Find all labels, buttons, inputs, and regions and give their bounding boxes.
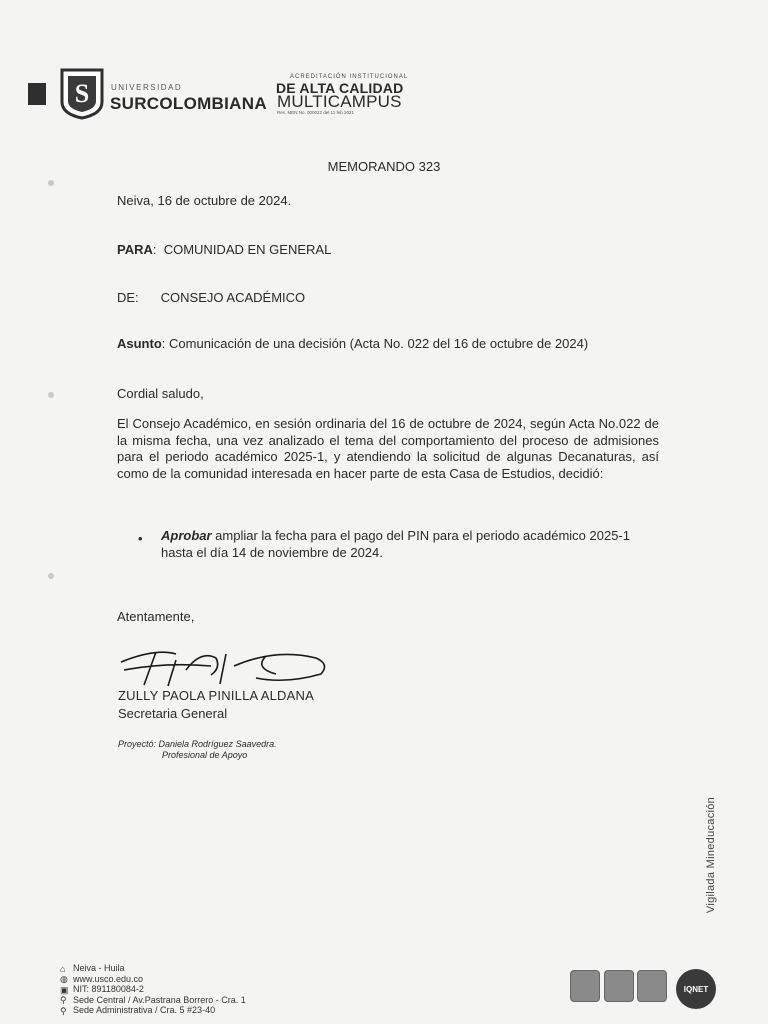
globe-icon: ◍ [60, 974, 68, 985]
footer-item: ▣ NIT: 891180084-2 [60, 984, 144, 995]
to-line: PARA: COMUNIDAD EN GENERAL [117, 242, 332, 257]
certification-seal-icon [637, 970, 667, 1002]
memo-date: Neiva, 16 de octubre de 2024. [117, 193, 292, 208]
vigilada-label [703, 790, 719, 920]
greeting: Cordial saludo, [117, 386, 204, 401]
accreditation-label-small: ACREDITACIÓN INSTITUCIONAL [290, 74, 409, 80]
certification-seal-icon [570, 970, 600, 1002]
from-value: CONSEJO ACADÉMICO [160, 290, 306, 305]
from-label: DE: [117, 290, 139, 305]
footer-item: ⚲ Sede Administrativa / Cra. 5 #23-40 [60, 1005, 216, 1016]
bullet-text: ampliar la fecha para el pago del PIN para el periodo académico 2025-1 hasta el día 14 de noviembre de 2024. [161, 528, 630, 560]
margin-dot [48, 573, 54, 579]
home-icon: ⌂ [60, 963, 66, 974]
margin-dot [48, 392, 54, 398]
location-pin-icon: ⚲ [60, 1005, 67, 1016]
margin-dot [48, 180, 54, 186]
to-label: PARA [117, 242, 153, 257]
certification-seal-icon [604, 970, 634, 1002]
subject-label: Asunto [117, 336, 162, 351]
projected-by: Proyectó: Daniela Rodríguez Saavedra. [118, 739, 277, 749]
university-label-small: UNIVERSIDAD [111, 83, 183, 92]
closing: Atentamente, [117, 609, 195, 624]
signer-role: Secretaria General [118, 706, 228, 721]
subject-line: Asunto: Comunicación de una decisión (Acta No. 022 del 16 de octubre de 2024) [117, 336, 589, 351]
accreditation-quality: DE ALTA CALIDAD [276, 80, 404, 96]
vigilada-text: Vigilada Mineducación [705, 796, 717, 914]
signature-icon [116, 640, 336, 690]
footer-contact [60, 963, 246, 1016]
footer-item: ⌂ Neiva - Huila [60, 963, 125, 974]
iqnet-logo: IQNET [676, 969, 716, 1009]
bullet-bold: Aprobar [161, 528, 212, 543]
subject-value: Comunicación de una decisión (Acta No. 022 del 16 de octubre de 2024) [169, 336, 589, 351]
shield-letter: S [74, 79, 90, 108]
bullet-marker: • [138, 531, 143, 546]
memo-title: MEMORANDO 323 [327, 159, 441, 174]
id-icon: ▣ [60, 984, 69, 995]
university-shield-icon [60, 68, 104, 120]
footer-item: ⚲ Sede Central / Av.Pastrana Borrero - Cra. 1 [60, 994, 246, 1006]
location-pin-icon: ⚲ [60, 995, 67, 1006]
footer-item: ◍ www.usco.edu.co [60, 973, 144, 985]
logo-square [28, 83, 46, 105]
university-name: SURCOLOMBIANA [110, 94, 267, 113]
accreditation-resolution: Res. MEN No. 000022 del 11 feb 2021 [277, 110, 354, 115]
signer-name: ZULLY PAOLA PINILLA ALDANA [118, 688, 314, 703]
body-paragraph: El Consejo Académico, en sesión ordinaria del 16 de octubre de 2024, según Acta No.022 de la misma fecha, una vez analizado el tema del comportamiento del proceso de admisiones para el periodo académico 2025-1, y atendiendo la solicitud de algunas Decanaturas, así como de la comunidad interesada en hacer parte de esta Casa de Estudios, decidió: [117, 416, 659, 481]
decision-bullet [161, 527, 659, 561]
projected-role: Profesional de Apoyo [162, 750, 248, 760]
from-line [117, 290, 305, 305]
to-value: COMUNIDAD EN GENERAL [163, 242, 332, 257]
accreditation-campus: MULTICAMPUS [277, 92, 402, 111]
